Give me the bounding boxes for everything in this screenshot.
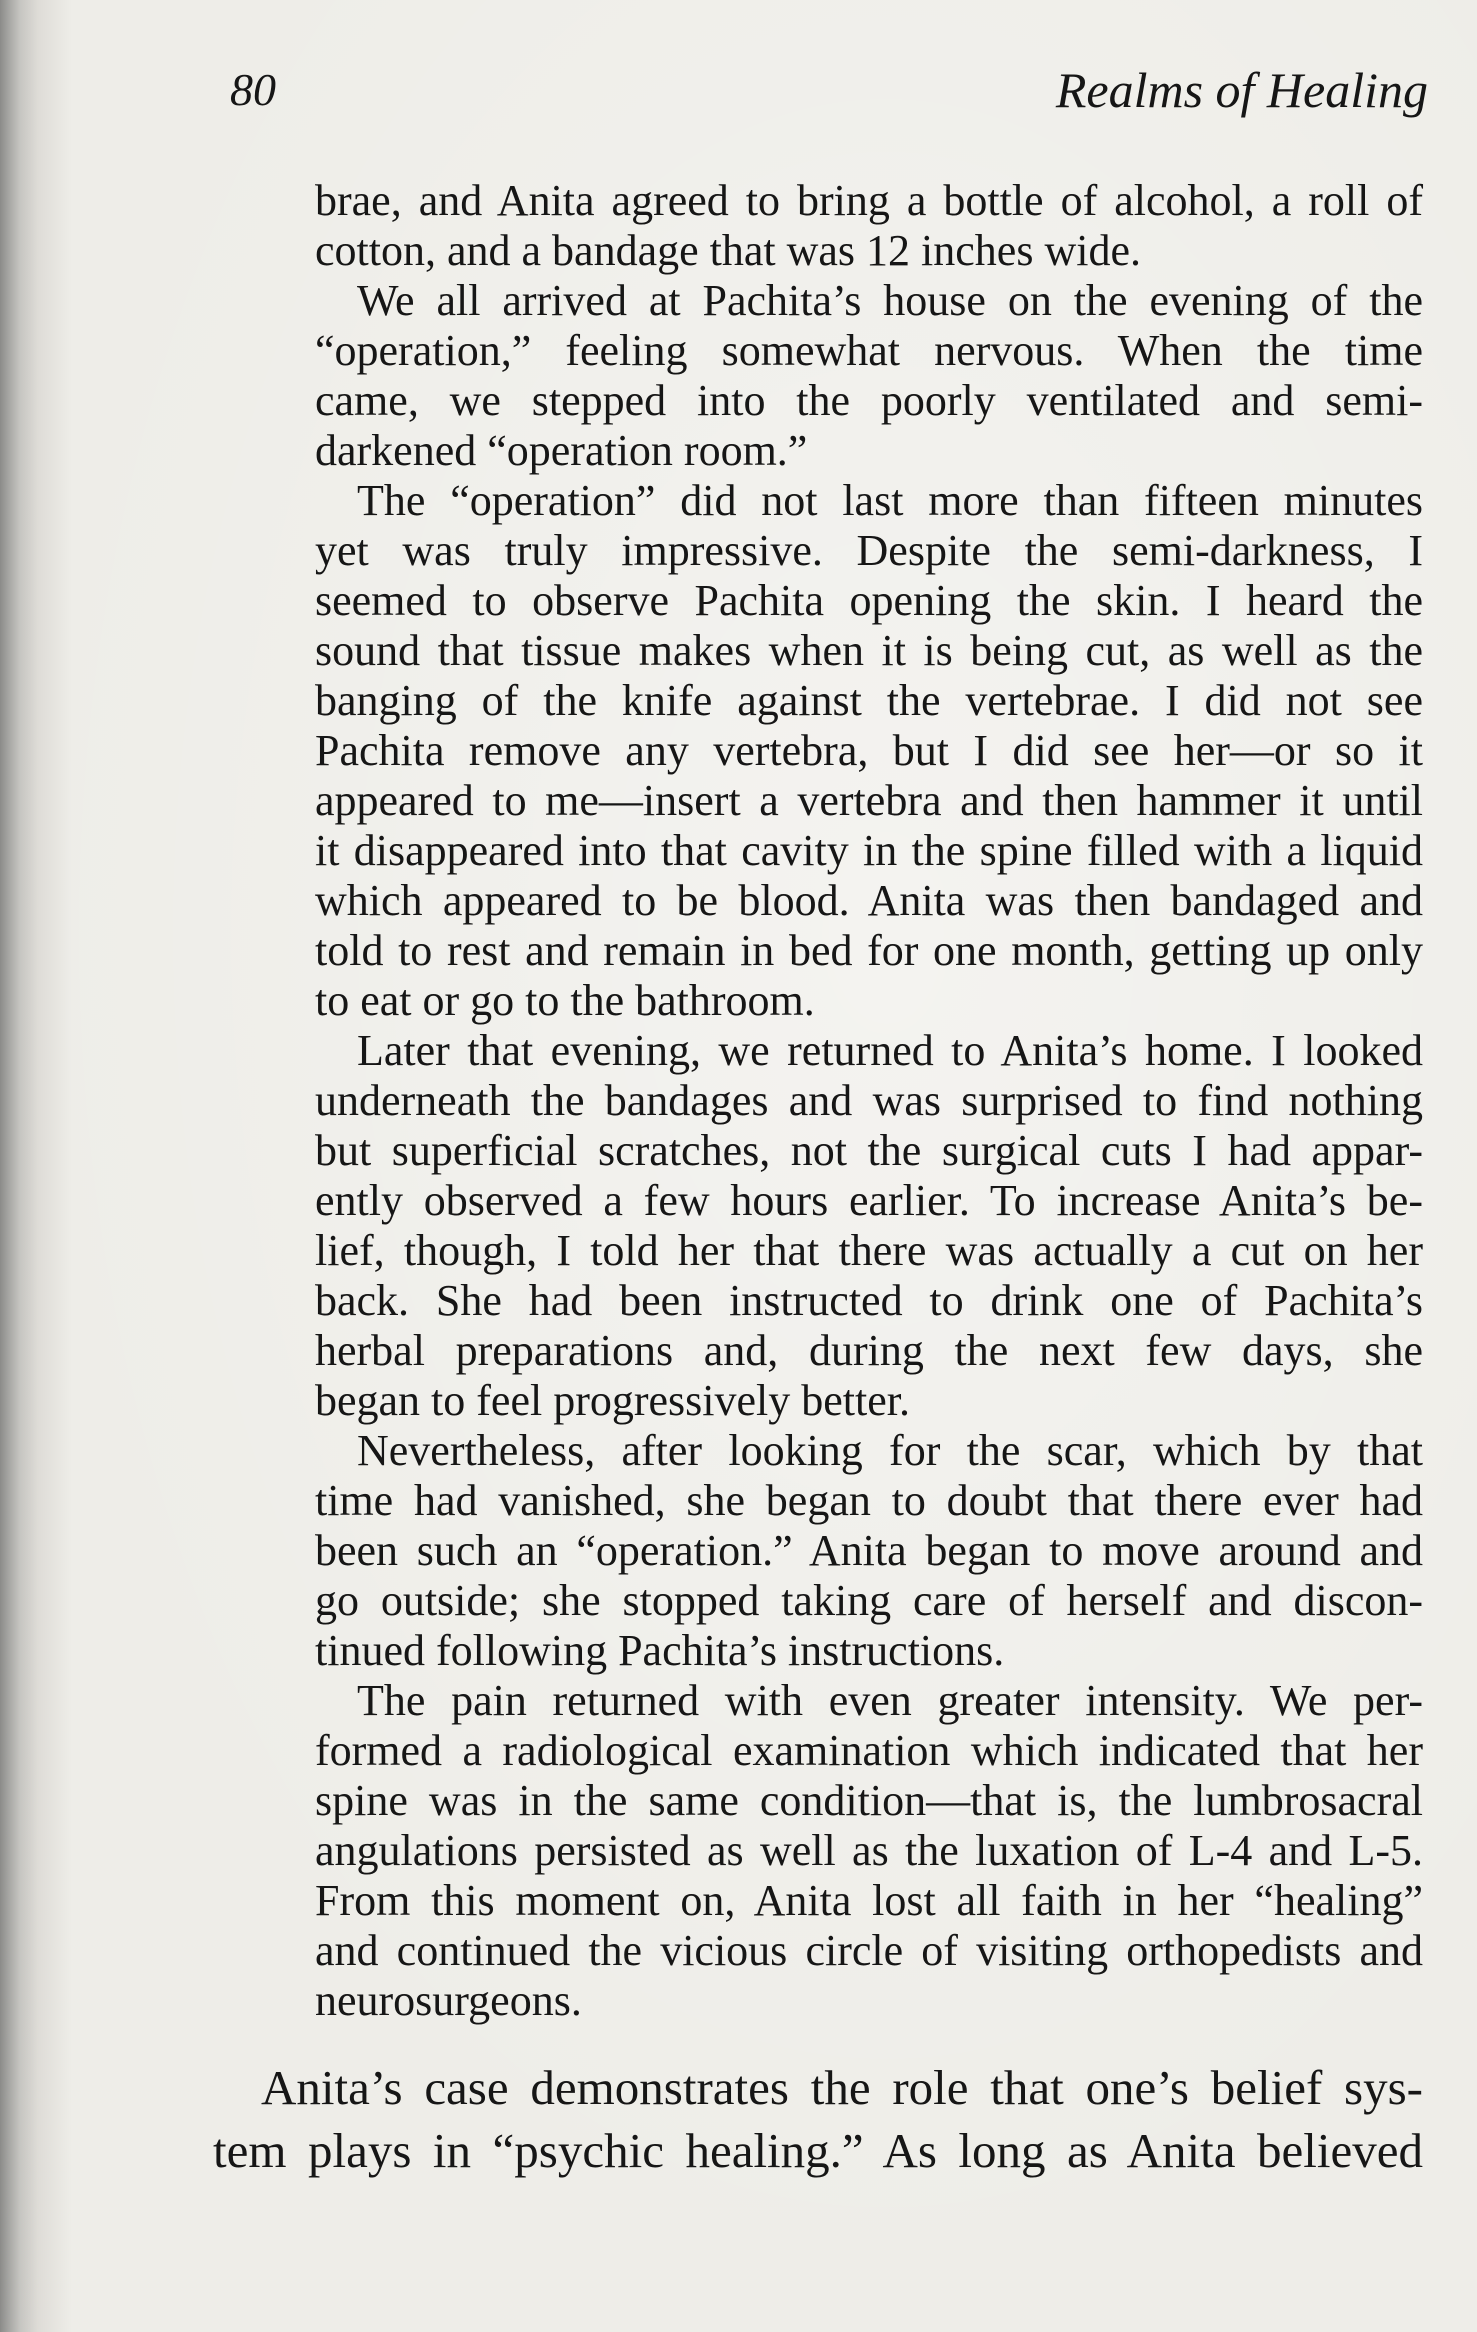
- text-line: time had vanished, she began to doubt that there ever had: [315, 1476, 1423, 1525]
- paragraph: [315, 1676, 1423, 2026]
- text-line: but superficial scratches, not the surgical cuts I had appar-: [315, 1126, 1423, 1175]
- running-title: Realms of Healing: [1055, 62, 1428, 118]
- text-line: tinued following Pachita’s instructions.: [315, 1626, 1005, 1675]
- text-line: Anita’s case demonstrates the role that one’s belief sys-: [261, 2060, 1423, 2115]
- text-line: began to feel progressively better.: [315, 1376, 911, 1425]
- text-line: darkened “operation room.”: [315, 426, 808, 475]
- text-line: The “operation” did not last more than fifteen minutes: [357, 476, 1423, 525]
- text-line: The pain returned with even greater intensity. We per-: [357, 1676, 1423, 1725]
- paragraph: [315, 476, 1423, 1026]
- running-head: [0, 64, 1477, 116]
- text-line: We all arrived at Pachita’s house on the evening of the: [357, 276, 1423, 325]
- gutter-shadow: [0, 0, 72, 2332]
- text-line: sound that tissue makes when it is being cut, as well as the: [315, 626, 1423, 675]
- text-line: angulations persisted as well as the luxation of L-4 and L-5.: [315, 1826, 1423, 1875]
- text-line: neurosurgeons.: [315, 1976, 582, 2025]
- text-line: Pachita remove any vertebra, but I did see her—or so it: [315, 726, 1423, 775]
- text-line: told to rest and remain in bed for one month, getting up only: [315, 926, 1423, 975]
- text-line: Later that evening, we returned to Anita’s home. I looked: [357, 1026, 1423, 1075]
- text-line: seemed to observe Pachita opening the skin. I heard the: [315, 576, 1423, 625]
- text-line: brae, and Anita agreed to bring a bottle of alcohol, a roll of: [315, 176, 1423, 225]
- text-line: From this moment on, Anita lost all faith in her “healing”: [315, 1876, 1423, 1925]
- paragraph: [315, 176, 1423, 276]
- case-report-extract: [315, 176, 1423, 2026]
- page-number: 80: [230, 64, 276, 115]
- text-line: “operation,” feeling somewhat nervous. When the time: [315, 326, 1423, 375]
- text-line: banging of the knife against the vertebrae. I did not see: [315, 676, 1423, 725]
- text-line: back. She had been instructed to drink one of Pachita’s: [315, 1276, 1423, 1325]
- text-line: spine was in the same condition—that is, the lumbrosacral: [315, 1776, 1423, 1825]
- text-line: Nevertheless, after looking for the scar, which by that: [357, 1426, 1423, 1475]
- text-line: herbal preparations and, during the next few days, she: [315, 1326, 1423, 1375]
- text-line: it disappeared into that cavity in the spine filled with a liquid: [315, 826, 1423, 875]
- text-line: cotton, and a bandage that was 12 inches wide.: [315, 226, 1141, 275]
- paragraph: [315, 276, 1423, 476]
- text-line: go outside; she stopped taking care of herself and discon-: [315, 1576, 1423, 1625]
- text-line: and continued the vicious circle of visiting orthopedists and: [315, 1926, 1423, 1975]
- text-line: formed a radiological examination which indicated that her: [315, 1726, 1423, 1775]
- text-line: underneath the bandages and was surprised to find nothing: [315, 1076, 1423, 1125]
- paragraph: [315, 1026, 1423, 1426]
- text-line: to eat or go to the bathroom.: [315, 976, 815, 1025]
- text-line: been such an “operation.” Anita began to move around and: [315, 1526, 1423, 1575]
- text-line: yet was truly impressive. Despite the semi-darkness, I: [315, 526, 1423, 575]
- text-line: ently observed a few hours earlier. To increase Anita’s be-: [315, 1176, 1423, 1225]
- text-line: which appeared to be blood. Anita was then bandaged and: [315, 876, 1423, 925]
- text-line: tem plays in “psychic healing.” As long as Anita believed: [213, 2123, 1423, 2178]
- paragraph: [213, 2056, 1423, 2182]
- text-line: appeared to me—insert a vertebra and then hammer it until: [315, 776, 1423, 825]
- paragraph: [315, 1426, 1423, 1676]
- commentary-text: [213, 2056, 1423, 2182]
- text-line: lief, though, I told her that there was actually a cut on her: [315, 1226, 1423, 1275]
- text-line: came, we stepped into the poorly ventilated and semi-: [315, 376, 1423, 425]
